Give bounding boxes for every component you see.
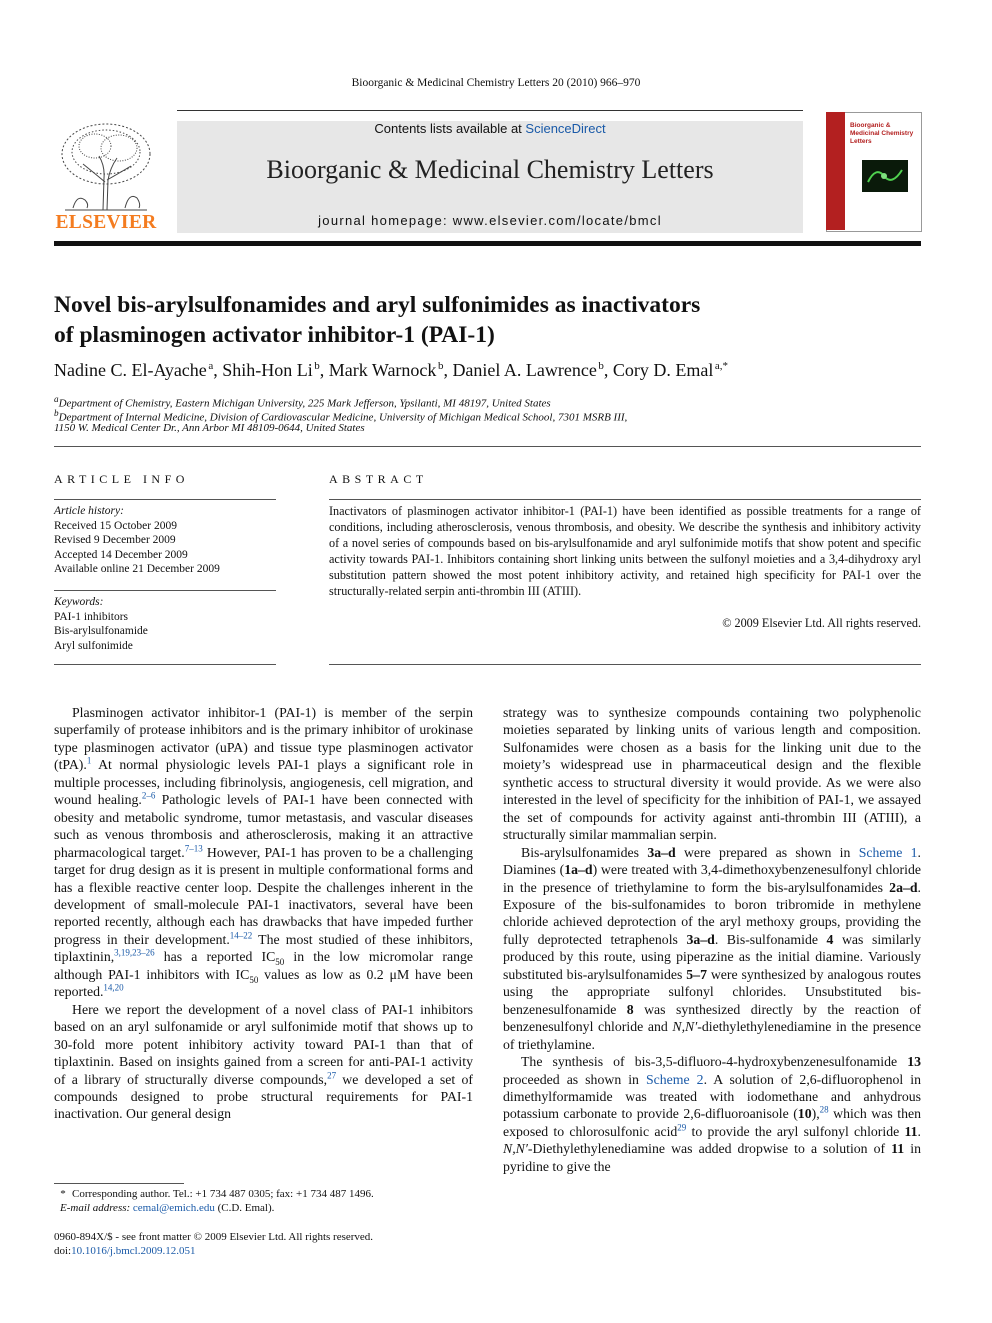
article-info-heading: ARTICLE INFO [54, 472, 189, 486]
issn-block [54, 1230, 474, 1258]
article-info-rule [54, 499, 276, 500]
abstract-heading: ABSTRACT [329, 472, 428, 486]
header-rule [177, 110, 803, 111]
contents-line [177, 121, 803, 136]
article-history [54, 504, 276, 577]
compound-number: 5–7 [686, 966, 707, 982]
italic-text: N,N′ [672, 1019, 698, 1035]
affiliation-b-continued: 1150 W. Medical Center Dr., Ann Arbor MI 48109-0644, United States [54, 422, 365, 434]
running-head: Bioorganic & Medicinal Chemistry Letters 20 (2010) 966–970 [351, 77, 641, 89]
body-text: values as low as 0.2 μM have been reported. [54, 966, 473, 1000]
body-text: was similarly produced by this route, using piperazine as the initial diamine. Variously substituted bis-arylsulfonamides [503, 931, 922, 982]
citation-ref[interactable]: 14,20 [103, 982, 124, 993]
corresponding-author-footnote [54, 1187, 474, 1215]
body-text: Pathologic levels of PAI-1 have been connected with obesity and metabolic syndrome, tumor metastasis, and vascular diseases such as venous thrombosis and atherosclerosis, making it an attractive pharmacological target. [54, 792, 473, 860]
body-text: was synthesized directly by the reaction of benzenesulfonyl chloride and [503, 1001, 922, 1035]
journal-cover-title: Bioorganic & Medicinal Chemistry Letters [850, 122, 914, 145]
keyword-item: Aryl sulfonimide [54, 639, 133, 652]
elsevier-tree-icon [55, 120, 157, 212]
body-column-right [503, 704, 921, 1175]
author-name[interactable]: Cory D. Emal [612, 360, 714, 380]
body-text: to provide the aryl sulfonyl chloride [686, 1123, 905, 1139]
keywords [54, 595, 276, 653]
compound-number: 1a–d [564, 862, 593, 878]
keyword-item: PAI-1 inhibitors [54, 610, 129, 623]
citation-ref[interactable]: 2–6 [141, 790, 156, 801]
body-text: were synthesized by analogous routes using the appropriate sulfonyl chlorides. Unsubstituted bis-benzenesulfonamide [503, 966, 921, 1017]
compound-number: 3a–d [647, 844, 676, 860]
compound-number: 2a–d [889, 879, 918, 895]
elsevier-wordmark: ELSEVIER [55, 212, 157, 233]
doi-prefix: doi: [54, 1245, 72, 1257]
abstract-rule [329, 499, 921, 500]
article-title-line-1: Novel bis-arylsulfonamides and aryl sulfonimides as inactivators [54, 292, 701, 318]
footnote-rule [54, 1183, 184, 1184]
body-text: we developed a set of compounds designed to probe structural requirements for PAI-1 inactivation. Our general design [54, 1071, 473, 1122]
keywords-label: Keywords: [54, 596, 104, 608]
author-name[interactable]: Nadine C. El-Ayache [54, 360, 207, 380]
journal-cover-spine [826, 112, 845, 230]
abstract-text: Inactivators of plasminogen activator inhibitor-1 (PAI-1) have been identified as possible treatments for a range of conditions, including atherosclerosis, venous thrombosis, and obesity. We describe the synthesis and inhibitory activity of a novel series of compounds based on bis-arylsulfonamide and aryl sulfonimide motifs that show potent and specific activity towards PAI-1. Inhibitors containing short linking units between the sulfonyl moieties and a 3,4-dihydroxy aryl substitution pattern showed the most potent inhibitory activity, and retained high specificity for PAI-1 over the structurally-related serpin anti-thrombin III (ATIII). [329, 504, 921, 599]
history-received: Received 15 October 2009 [54, 519, 177, 532]
keyword-item: Bis-arylsulfonamide [54, 625, 148, 637]
subscript: 50 [275, 957, 285, 968]
author-affiliation-mark: b [437, 360, 444, 372]
email-link[interactable]: cemal@emich.edu [132, 1202, 215, 1214]
body-text: . Exposure of the bis-sulfonamides to boron tribromide in methylene chloride achieved deprotection of the aryl methoxy groups, providing the fully deprotected tetraphenols [503, 879, 921, 947]
footnote-mark: * [60, 1188, 66, 1200]
compound-number: 11 [904, 1123, 918, 1139]
italic-text: N,N′ [503, 1141, 528, 1157]
citation-ref[interactable]: 14–22 [229, 930, 253, 941]
body-text: Bis-arylsulfonamides [521, 844, 648, 860]
affiliation-text: Department of Chemistry, Eastern Michigan University, 225 Mark Jefferson, Ypsilanti, MI 48197, United States [58, 397, 551, 410]
footnote-corr: Corresponding author. Tel.: +1 734 487 0305; fax: +1 734 487 1496. [72, 1188, 374, 1200]
body-paragraph [503, 844, 921, 1053]
history-revised: Revised 9 December 2009 [54, 534, 176, 546]
history-accepted: Accepted 14 December 2009 [54, 548, 188, 561]
body-paragraph [54, 1001, 473, 1123]
body-text: At normal physiologic levels PAI-1 plays a significant role in multiple processes, including fibrinolysis, angiogenesis, cell migration, and wound healing. [54, 757, 473, 808]
body-text: in pyridine to give the [503, 1141, 921, 1174]
citation-ref[interactable]: 1 [86, 755, 92, 766]
history-online: Available online 21 December 2009 [54, 563, 220, 575]
body-paragraph: strategy was to synthesize compounds containing two polyphenolic moieties separated by linking units of various length and composition. Sulfonamides were chosen as a basis for the linking unit due to the moiety’s widespread use in pharmaceutical design and the flexible synthetic access to structural diversity it would provide. As we were also interested in the level of specificity for the inhibition of PAI-1, we assayed the set of compounds for activity against anti-thrombin III (ATIII), a structurally similar mammalian serpin. [503, 705, 921, 843]
body-text: ) were treated with 3,4-dimethoxybenzenesulfonyl chloride in the presence of triethylamine to form the bis-arylsulfonamides [503, 862, 922, 895]
affiliation-mark: b [54, 408, 59, 418]
issn-line: 0960-894X/$ - see front matter © 2009 Elsevier Ltd. All rights reserved. [54, 1231, 374, 1243]
sciencedirect-link[interactable]: ScienceDirect [525, 121, 606, 136]
body-text: However, PAI-1 has proven to be a challenging target for drug design as it is present in multiple conformational forms and has a flexible reactive center loop. Despite the challenges inherent in the development of small-molecule PAI-1 inactivators, several have been reported recently, although each has drawbacks that have impeded further progress in their development. [54, 844, 473, 947]
body-text: The synthesis of bis-3,5-difluoro-4-hydroxybenzenesulfonamide [521, 1054, 908, 1070]
body-text: proceeded as shown in [503, 1071, 646, 1087]
compound-number: 10 [797, 1106, 812, 1122]
body-text: . A solution of 2,6-difluorophenol in dimethylformamide was treated with iodomethane and anhydrous potassium carbonate to provide 2,6-difluoroanisole ( [503, 1071, 922, 1122]
body-text: were prepared as shown in [675, 844, 859, 860]
article-title [54, 290, 914, 350]
affiliation-mark: a [54, 394, 59, 404]
body-text: . [917, 1123, 921, 1139]
article-title-line-2: of plasminogen activator inhibitor-1 (PAI-1) [54, 322, 495, 348]
body-paragraph [503, 1053, 921, 1175]
cover-molecule-icon [862, 160, 908, 192]
body-text: in the low micromolar range although PAI-1 inhibitors with IC [54, 949, 474, 982]
email-label: E-mail address: [60, 1202, 131, 1214]
subscript: 50 [249, 974, 259, 985]
body-text: has a reported IC [154, 949, 276, 965]
journal-title: Bioorganic & Medicinal Chemistry Letters [266, 155, 714, 184]
history-label: Article history: [54, 505, 124, 517]
compound-number: 8 [626, 1001, 634, 1017]
body-text: The most studied of these inhibitors, tiplaxtinin, [54, 931, 473, 965]
affiliation-text: Department of Internal Medicine, Division of Cardiovascular Medicine, University of Michigan Medical School, 7301 MSRB III, [58, 411, 628, 424]
author-name[interactable]: Daniel A. Lawrence [452, 360, 597, 380]
body-text: . Diamines ( [503, 844, 921, 878]
contents-prefix: Contents lists available at [374, 121, 526, 136]
compound-number: 3a–d [686, 931, 715, 947]
author-name[interactable]: Shih-Hon Li [222, 360, 313, 380]
body-text: which was then exposed to chlorosulfonic acid [503, 1106, 921, 1139]
author-affiliation-mark: a [208, 360, 214, 372]
compound-number: 4 [826, 931, 834, 947]
author-list: Nadine C. El-Ayache $^a$, Shih-Hon Li $^b$, Mark Warnock $^b$, Daniel A. Lawrence $^b$, Cory D. Emal $^{a,*}$ [54, 360, 729, 380]
author-affiliation-mark: a,* [714, 360, 729, 372]
scheme-link[interactable]: Scheme 1 [858, 844, 918, 860]
citation-ref[interactable]: 28 [819, 1104, 829, 1115]
citation-ref[interactable]: 27 [327, 1069, 337, 1080]
compound-number: 11 [891, 1141, 905, 1157]
author-affiliation-mark: b [598, 360, 604, 372]
abstract-bottom-rule [329, 664, 921, 665]
citation-ref[interactable]: 7–13 [184, 843, 203, 854]
citation-ref[interactable]: 29 [677, 1122, 687, 1133]
body-text: . Bis-sulfonamide [714, 931, 827, 947]
header-thick-rule [54, 241, 921, 246]
author-name[interactable]: Mark Warnock [328, 360, 437, 380]
body-text: ), [811, 1106, 820, 1122]
body-paragraph [54, 704, 473, 1001]
body-text: Plasminogen activator inhibitor-1 (PAI-1) is member of the serpin superfamily of protease inhibitors and is the primary inhibitor of urokinase type plasminogen activator (uPA) and tissue type plasminogen activator (tPA). [54, 705, 473, 773]
body-text: Here we report the development of a novel class of PAI-1 inhibitors based on an aryl sulfonamide or aryl sulfonimide motif that shows up to 30-fold more potent inhibitory activity toward PAI-1 than that of tiplaxtinin. Based on insights gained from a screen for anti-PAI-1 activity of a library of structurally diverse compounds, [54, 1001, 473, 1087]
keywords-rule [54, 590, 276, 591]
body-text: -Diethylethylenediamine was added dropwise to a solution of [527, 1141, 892, 1157]
author-affiliation-mark: b [314, 360, 320, 372]
email-suffix: (C.D. Emal). [214, 1202, 275, 1214]
body-text: -diethylethylenediamine in the presence of triethylamine. [503, 1019, 922, 1052]
body-column-left [54, 704, 473, 1123]
scheme-link[interactable]: Scheme 2 [645, 1071, 704, 1087]
journal-homepage[interactable]: journal homepage: www.elsevier.com/locate/bmcl [318, 213, 662, 228]
compound-number: 13 [907, 1054, 921, 1070]
article-info-bottom-rule [54, 664, 276, 665]
citation-ref[interactable]: 3,19,23–26 [114, 947, 155, 958]
doi-link[interactable]: 10.1016/j.bmcl.2009.12.051 [71, 1245, 196, 1257]
affiliation-rule [54, 446, 921, 447]
abstract-copyright: © 2009 Elsevier Ltd. All rights reserved. [722, 616, 921, 630]
